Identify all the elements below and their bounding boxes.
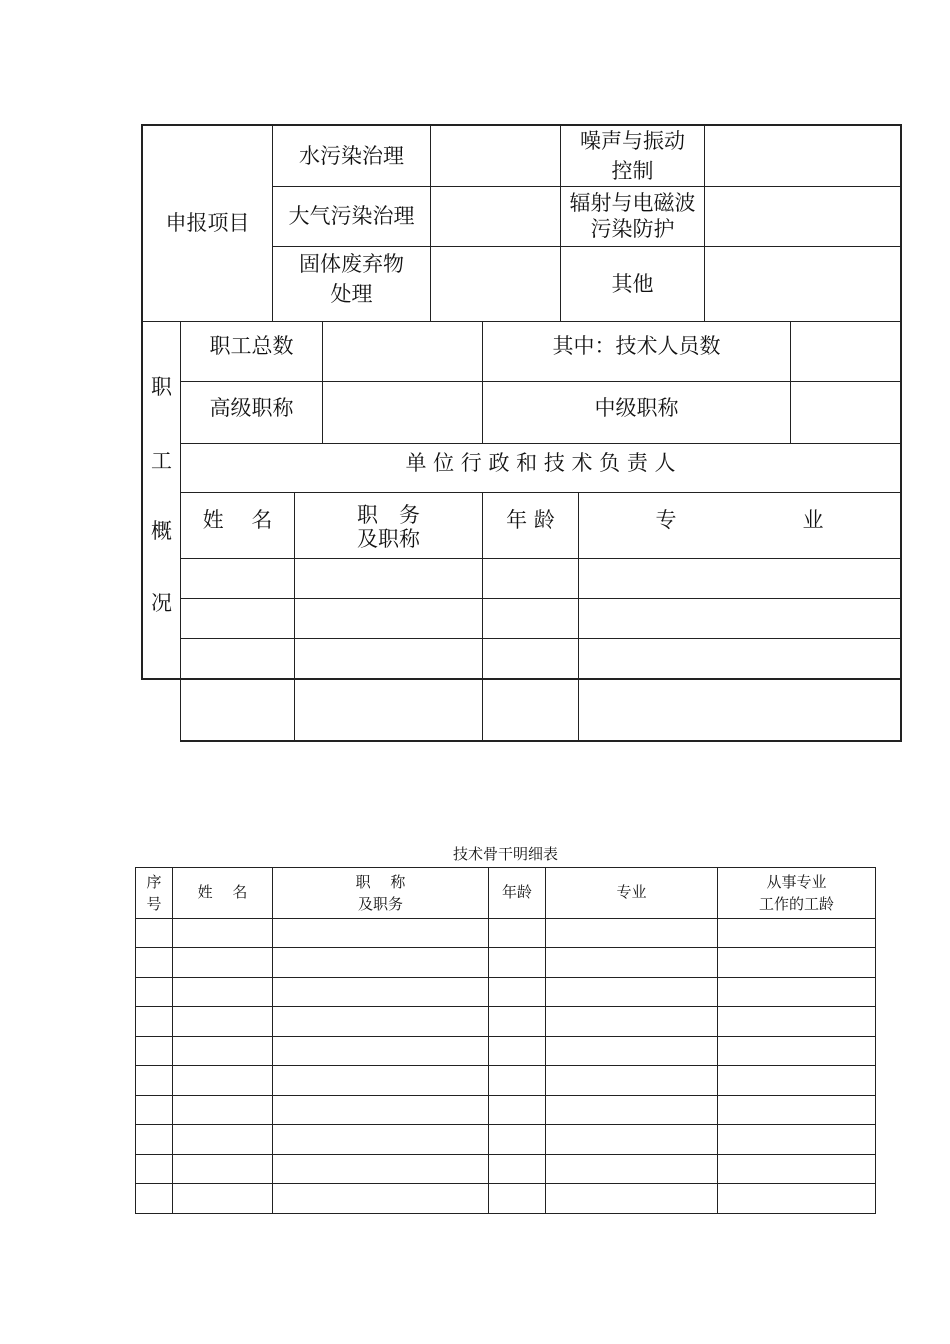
declare-label: 申报项目 [165, 211, 250, 236]
header-years: 从事专业 工作的工龄 [758, 872, 834, 913]
header-seq: 序 号 [146, 872, 162, 913]
col-major: 专 业 [655, 507, 824, 532]
rule [900, 124, 902, 742]
rule [141, 678, 902, 680]
table-row [135, 947, 876, 948]
col-age: 年 龄 [506, 507, 555, 532]
header-major: 专业 [616, 883, 647, 902]
item-noise: 噪声与振动 控制 [580, 128, 685, 183]
table-row [135, 1095, 876, 1096]
rule [790, 321, 791, 444]
rule [172, 867, 173, 1214]
total-staff-label: 职工总数 [209, 333, 294, 358]
item-other: 其他 [611, 271, 654, 296]
table-row [135, 1006, 876, 1007]
staff-label-char: 工 [151, 448, 172, 473]
rule [180, 558, 902, 559]
rule [545, 867, 546, 1214]
header-title: 职 称 及职务 [355, 872, 406, 913]
rule [704, 124, 705, 322]
rule [135, 867, 136, 1214]
table-row [135, 1065, 876, 1066]
rule [488, 867, 489, 1214]
rule [180, 492, 902, 493]
rule [180, 638, 902, 639]
table-row [135, 1183, 876, 1184]
item-solid: 固体废弃物 处理 [299, 251, 404, 306]
table-row [135, 977, 876, 978]
table-row [135, 918, 876, 919]
rule [717, 867, 718, 1214]
item-radiation: 辐射与电磁波 污染防护 [569, 191, 696, 241]
staff-label-char: 职 [151, 374, 172, 399]
item-water: 水污染治理 [299, 143, 404, 168]
tech-staff-label: 其中：技术人员数 [552, 333, 721, 358]
rule [430, 124, 431, 322]
detail-title: 技术骨干明细表 [452, 845, 558, 864]
table-row [135, 1036, 876, 1037]
rule [322, 321, 323, 444]
senior-title-label: 高级职称 [209, 395, 294, 420]
col-position: 职 务 及职称 [357, 502, 420, 551]
table-row [135, 1154, 876, 1155]
staff-label-char: 概 [151, 518, 172, 543]
item-air: 大气污染治理 [288, 204, 415, 229]
header-age: 年龄 [501, 883, 532, 902]
rule [272, 867, 273, 1214]
col-name: 姓 名 [202, 507, 273, 532]
mid-title-label: 中级职称 [594, 395, 679, 420]
header-name: 姓 名 [197, 883, 248, 902]
staff-label-char: 况 [151, 590, 172, 615]
rule [135, 1213, 876, 1214]
rule [180, 598, 902, 599]
rule [180, 740, 902, 742]
table-row [135, 1124, 876, 1125]
leaders-title: 单 位 行 政 和 技 术 负 责 人 [405, 450, 676, 475]
rule [875, 867, 876, 1214]
